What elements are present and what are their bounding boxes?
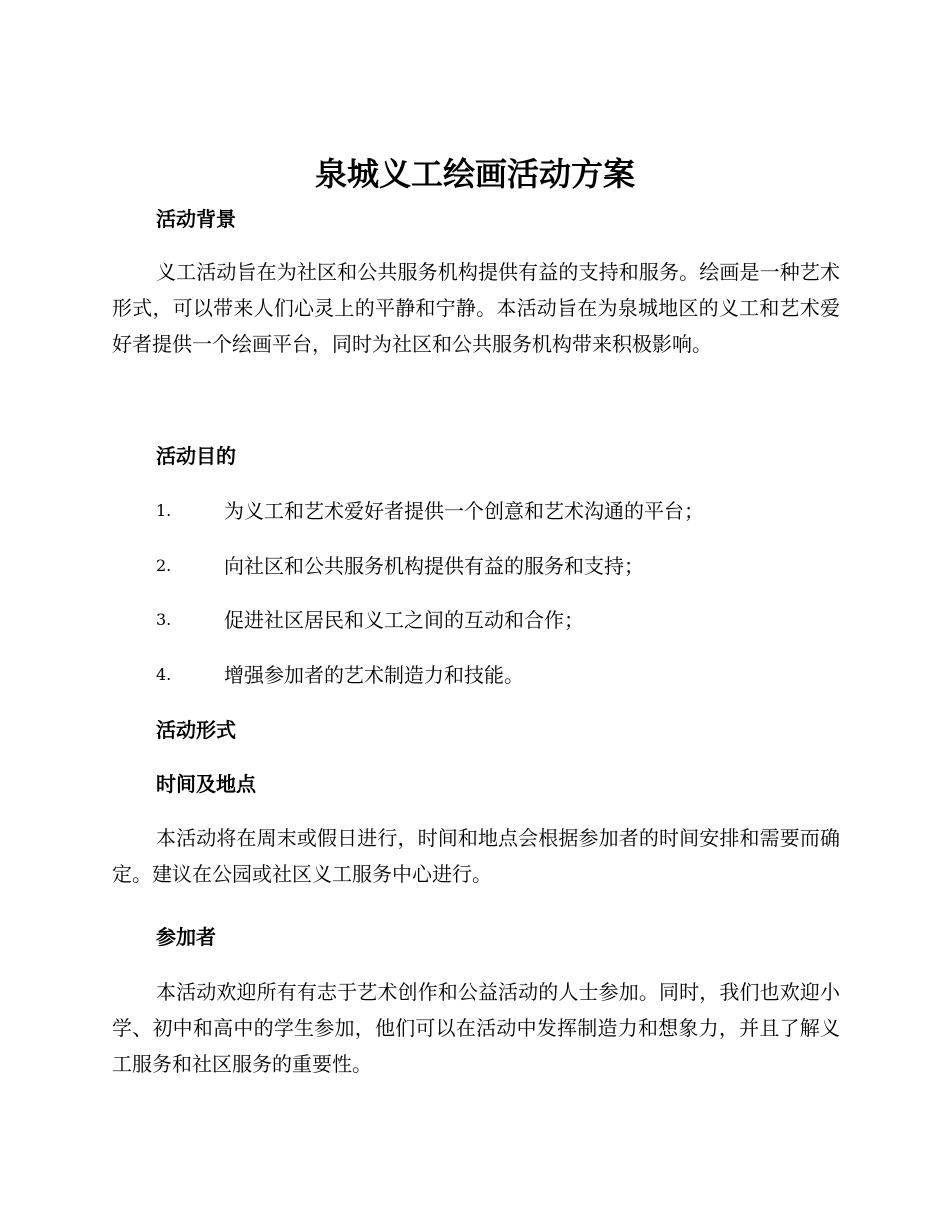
paragraph-background: 义工活动旨在为社区和公共服务机构提供有益的支持和服务。绘画是一种艺术形式，可以带来人们心灵上的平静和宁静。本活动旨在为泉城地区的义工和艺术爱好者提供一个绘画平台，同时为社区和公共服务机构带来积极影响。 — [112, 260, 840, 356]
list-item-text: 向社区和公共服务机构提供有益的服务和支持； — [224, 554, 644, 578]
list-item — [156, 551, 836, 581]
list-item-number: 4. — [156, 665, 172, 684]
section-heading-format: 活动形式 — [156, 718, 236, 742]
list-item-number: 2. — [156, 556, 172, 575]
list-item-text: 增强参加者的艺术制造力和技能。 — [224, 663, 524, 687]
paragraph-time-place: 本活动将在周末或假日进行，时间和地点会根据参加者的时间安排和需要而确定。建议在公园或社区义工服务中心进行。 — [112, 826, 840, 886]
list-item-number: 1. — [156, 501, 172, 520]
list-item-number: 3. — [156, 610, 172, 629]
paragraph-participants: 本活动欢迎所有有志于艺术创作和公益活动的人士参加。同时，我们也欢迎小学、初中和高中的学生参加，他们可以在活动中发挥制造力和想象力，并且了解义工服务和社区服务的重要性。 — [112, 980, 840, 1076]
section-heading-participants: 参加者 — [156, 925, 216, 949]
list-item-text: 为义工和艺术爱好者提供一个创意和艺术沟通的平台； — [224, 499, 704, 523]
section-heading-time-place: 时间及地点 — [156, 772, 256, 796]
section-heading-purpose: 活动目的 — [156, 444, 236, 468]
list-item-text: 促进社区居民和义工之间的互动和合作； — [224, 608, 584, 632]
list-item — [156, 660, 836, 690]
list-item — [156, 496, 836, 526]
list-item — [156, 605, 836, 635]
section-heading-background: 活动背景 — [156, 207, 236, 231]
document-title: 泉城义工绘画活动方案 — [314, 155, 635, 193]
